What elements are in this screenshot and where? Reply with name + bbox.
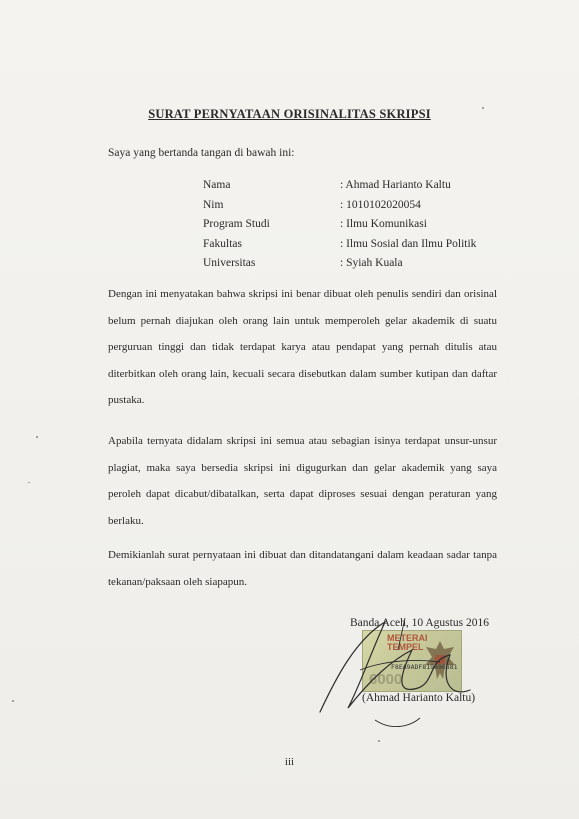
info-label: Universitas: [203, 257, 256, 269]
paper-speck: [36, 436, 38, 438]
info-row-faculty: [203, 238, 476, 258]
info-row-university: [203, 257, 476, 277]
intro-text: Saya yang bertanda tangan di bawah ini:: [108, 147, 295, 159]
info-value: : Ahmad Harianto Kaltu: [340, 179, 451, 191]
statement-paragraph: Dengan ini menyatakan bahwa skripsi ini benar dibuat oleh penulis sendiri dan orisinal belum pernah diajukan oleh orang lain untuk memperoleh gelar akademik di suatu perguruan tinggi dan tidak terdapat karya atau pendapat yang pernah ditulis atau diterbitkan oleh orang lain, kecuali secara disebutkan dalam sumber kutipan dan daftar pustaka.: [108, 288, 497, 406]
info-label: Fakultas: [203, 237, 242, 250]
paper-speck: [378, 740, 380, 742]
info-value: : Syiah Kuala: [340, 257, 403, 269]
info-label: Program Studi: [203, 218, 270, 230]
info-row-nim: [203, 199, 476, 219]
info-value: : 1010102020054: [340, 198, 421, 211]
signer-name: (Ahmad Harianto Kaltu): [362, 692, 476, 704]
info-label: Nama: [203, 179, 231, 191]
info-label: Nim: [203, 198, 224, 211]
closing-paragraph: Demikianlah surat pernyataan ini dibuat dan ditandatangani dalam keadaan sadar tanpa tekanan/paksaan oleh siapapun.: [108, 549, 497, 588]
stamp-title-line2: TEMPEL: [387, 642, 424, 652]
identity-table: [203, 179, 476, 277]
info-value: : Ilmu Komunikasi: [340, 218, 427, 230]
paper-speck: [12, 700, 14, 702]
plagiarism-paragraph: Apabila ternyata didalam skripsi ini semua atau sebagian isinya terdapat unsur-unsur plagiat, maka saya bersedia skripsi ini digugurkan dan gelar akademik yang saya peroleh dapat dicabut/dibatalkan, serta dapat diproses sesuai dengan peraturan yang berlaku.: [108, 435, 497, 527]
info-value: : Ilmu Sosial dan Ilmu Politik: [340, 237, 477, 250]
info-row-program: [203, 218, 476, 238]
stamp-code: F8EA9ADF819690881: [391, 663, 458, 671]
info-row-name: [203, 179, 476, 199]
document-title: SURAT PERNYATAAN ORISINALITAS SKRIPSI: [148, 107, 431, 121]
paper-speck: [28, 482, 30, 483]
stamp-title-line1: METERAI: [387, 633, 428, 643]
paper-speck: [482, 107, 484, 109]
stamp-value: 6000: [369, 671, 403, 688]
revenue-stamp: [362, 630, 462, 692]
page-number: iii: [284, 756, 295, 768]
place-date: Banda Aceh, 10 Agustus 2016: [350, 617, 489, 629]
garuda-emblem-icon: [421, 635, 459, 689]
